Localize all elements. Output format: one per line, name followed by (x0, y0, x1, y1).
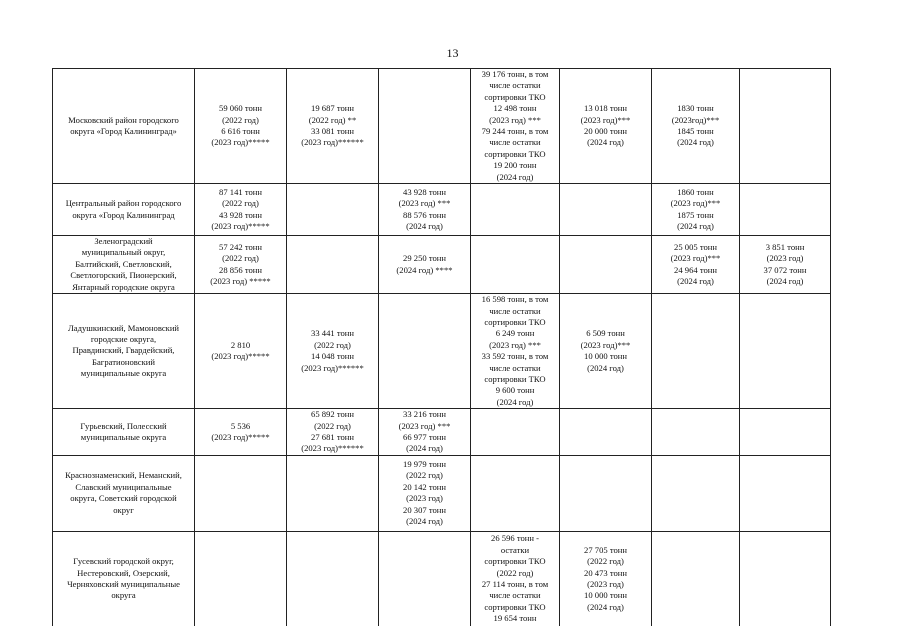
value-cell (195, 294, 287, 409)
region-line: Славский муниципальные (75, 481, 172, 492)
value-line: (2024 год) (406, 516, 443, 527)
value-line: сортировки ТКО (484, 148, 546, 159)
region-cell (53, 455, 195, 531)
value-line: (2024 год) (587, 137, 624, 148)
value-cell (195, 184, 287, 236)
value-line: (2022 год) (222, 198, 259, 209)
value-line: 20 473 тонн (584, 567, 627, 578)
value-line: (2023год)*** (671, 114, 720, 125)
value-line: 12 498 тонн (493, 103, 537, 114)
value-line: (2023 год)***** (211, 351, 270, 362)
value-line: 43 928 тонн (219, 209, 262, 220)
value-line: 1875 тонн (677, 209, 714, 220)
table-row (53, 455, 831, 531)
value-cell (287, 184, 379, 236)
value-cell (379, 236, 471, 294)
value-line: 14 048 тонн (311, 351, 354, 362)
value-line: 37 072 тонн (763, 264, 807, 275)
value-line: числе остатки (489, 305, 541, 316)
table-row (53, 236, 831, 294)
value-cell (471, 236, 560, 294)
value-line: 19 654 тонн (493, 613, 537, 624)
value-line: (2022 год) (496, 567, 534, 578)
value-cell (652, 294, 740, 409)
value-line: 28 856 тонн (219, 264, 262, 275)
value-line: (2024 год) (677, 275, 714, 286)
value-line: (2022 год) (222, 114, 259, 125)
value-cell (560, 531, 652, 626)
value-cell (379, 294, 471, 409)
value-line: 39 176 тонн, в том (481, 69, 549, 79)
value-line: 1830 тонн (677, 103, 714, 114)
region-line: муниципальные округа (80, 431, 167, 442)
value-cell (560, 69, 652, 184)
value-line: (2024 год) (587, 601, 624, 612)
value-line: 1860 тонн (677, 186, 714, 197)
value-line: (2024 год) (496, 396, 534, 407)
value-line: (2023 год)*** (580, 339, 631, 350)
value-cell (379, 455, 471, 531)
value-line: (2024 год) (406, 220, 443, 231)
value-cell (379, 69, 471, 184)
value-line: 6 509 тонн (586, 328, 625, 339)
region-line: Зеленоградский (94, 236, 153, 247)
value-line: (2024 год) (677, 137, 714, 148)
value-line: (2022 год) (222, 253, 259, 264)
region-line: Черняховский муниципальные (67, 579, 180, 590)
value-line: 79 244 тонн, в том (481, 126, 549, 137)
value-line: (2023 год)****** (301, 362, 364, 373)
value-line: 87 141 тонн (219, 186, 262, 197)
value-cell (287, 236, 379, 294)
value-cell (652, 236, 740, 294)
value-line: 10 000 тонн (584, 590, 627, 601)
value-line: (2023 год) (406, 493, 443, 504)
value-line: 19 979 тонн (403, 459, 446, 470)
value-line: 19 200 тонн (493, 160, 537, 171)
value-line: 24 964 тонн (674, 264, 717, 275)
value-line: 19 687 тонн (311, 103, 354, 114)
region-line: Балтийский, Светловский, (75, 258, 172, 269)
value-line: числе остатки (489, 80, 541, 91)
region-line: Гурьевский, Полесский (80, 420, 167, 431)
table-row (53, 531, 831, 626)
value-cell (195, 531, 287, 626)
value-cell (560, 294, 652, 409)
value-cell (379, 409, 471, 456)
region-line: округа (111, 590, 136, 601)
value-cell (560, 409, 652, 456)
value-line: 20 307 тонн (403, 504, 446, 515)
value-line: (2023 год)***** (211, 220, 270, 231)
value-line: 27 681 тонн (311, 431, 354, 442)
region-line: Янтарный городские округа (72, 281, 175, 292)
value-cell (379, 184, 471, 236)
value-line: числе остатки (489, 362, 541, 373)
value-cell (379, 531, 471, 626)
value-line: (2023 год) ***** (210, 275, 271, 286)
region-cell (53, 184, 195, 236)
value-line: 1845 тонн (677, 126, 714, 137)
value-line: 27 114 тонн, в том (481, 579, 549, 590)
value-line: 29 250 тонн (403, 253, 446, 264)
value-line: 3 851 тонн (765, 241, 805, 252)
value-cell (287, 294, 379, 409)
value-cell (471, 455, 560, 531)
value-line: 59 060 тонн (219, 103, 262, 114)
value-line: 88 576 тонн (403, 209, 446, 220)
value-cell (195, 69, 287, 184)
value-line: (2023 год)*** (670, 198, 721, 209)
value-line: 16 598 тонн, в том (481, 294, 549, 305)
region-line: Светлогорский, Пионерский, (70, 270, 177, 281)
value-line: (2023 год)****** (301, 443, 364, 454)
value-cell (195, 455, 287, 531)
value-line: (2023 год) *** (398, 198, 451, 209)
region-line: Багратионовский (92, 356, 155, 367)
waste-volumes-table (52, 68, 831, 626)
value-cell (287, 409, 379, 456)
value-line: (2022 год) (587, 556, 624, 567)
table-row (53, 69, 831, 184)
value-line: 43 928 тонн (403, 186, 446, 197)
region-line: Ладушкинский, Мамоновский (67, 322, 180, 333)
value-cell (471, 409, 560, 456)
region-cell (53, 236, 195, 294)
value-cell (471, 531, 560, 626)
value-line: 2 810 (230, 339, 251, 350)
region-cell (53, 531, 195, 626)
value-cell (471, 69, 560, 184)
value-line: (2023 год) *** (489, 114, 541, 125)
region-line: округа, Советский городской (70, 493, 177, 504)
value-line: (2024 год) (406, 443, 443, 454)
region-line: округа «Город Калининград» (70, 126, 177, 137)
value-line: (2023 год) *** (398, 420, 451, 431)
value-line: 13 018 тонн (584, 103, 627, 114)
value-cell (652, 409, 740, 456)
value-line: (2024 год) (766, 275, 804, 286)
value-line: (2024 год) (677, 220, 714, 231)
value-cell (652, 531, 740, 626)
value-line: 25 005 тонн (674, 241, 717, 252)
value-cell (471, 184, 560, 236)
value-line: (2023 год)***** (211, 431, 270, 442)
value-line: сортировки ТКО (484, 601, 546, 612)
region-line: Центральный район городского (65, 198, 182, 209)
value-cell (287, 531, 379, 626)
value-line: 33 441 тонн (311, 328, 354, 339)
value-cell (195, 236, 287, 294)
value-line: 9 600 тонн (495, 385, 535, 396)
value-line: (2023 год)*** (670, 253, 721, 264)
value-cell (471, 294, 560, 409)
value-line: 20 000 тонн (584, 126, 627, 137)
value-line: 10 000 тонн (584, 351, 627, 362)
value-line: (2023 год) (766, 253, 804, 264)
value-line: (2023 год) *** (489, 339, 541, 350)
value-cell (652, 184, 740, 236)
value-line: 66 977 тонн (403, 431, 446, 442)
region-line: Нестеровский, Озерский, (77, 567, 170, 578)
value-line: 6 616 тонн (221, 126, 260, 137)
value-line: (2024 год) (496, 171, 534, 182)
value-line: числе остатки (489, 590, 541, 601)
page-number: 13 (446, 46, 459, 60)
value-cell (740, 531, 831, 626)
table-row (53, 184, 831, 236)
region-line: округ (113, 504, 134, 515)
value-cell (195, 409, 287, 456)
value-line: сортировки ТКО (484, 91, 546, 102)
value-cell (740, 294, 831, 409)
value-cell (740, 184, 831, 236)
value-cell (740, 409, 831, 456)
value-cell (740, 236, 831, 294)
value-line: сортировки ТКО (484, 373, 546, 384)
value-line: 6 249 тонн (495, 328, 535, 339)
value-line: (2023 год)***** (211, 137, 270, 148)
value-line: 33 081 тонн (311, 126, 354, 137)
region-line: муниципальный округ, (81, 247, 166, 258)
value-line: (2022 год) (314, 339, 351, 350)
value-line: числе остатки (489, 137, 541, 148)
value-line: 5 536 (230, 420, 251, 431)
value-cell (560, 236, 652, 294)
value-line: 27 705 тонн (584, 544, 627, 555)
table-row (53, 409, 831, 456)
region-cell (53, 294, 195, 409)
region-line: Гусевский городской округ, (73, 556, 174, 567)
region-line: Краснознаменский, Неманский, (65, 470, 182, 481)
value-cell (652, 455, 740, 531)
value-line: (2024 год) **** (396, 264, 453, 275)
value-cell (740, 455, 831, 531)
value-cell (287, 455, 379, 531)
region-line: муниципальные округа (80, 368, 167, 379)
region-line: Московский район городского (68, 114, 179, 125)
region-line: округа «Город Калининград (72, 209, 175, 220)
value-line: 33 216 тонн (403, 409, 446, 420)
value-cell (560, 455, 652, 531)
value-line: (2022 год) (314, 420, 351, 431)
value-line: остатки (500, 544, 530, 555)
value-line: (2022 год) (406, 470, 443, 481)
value-cell (560, 184, 652, 236)
region-cell (53, 409, 195, 456)
region-cell (53, 69, 195, 184)
value-line: (2022 год) ** (308, 114, 357, 125)
value-line: 33 592 тонн, в том (481, 351, 549, 362)
value-line: (2023 год)*** (580, 114, 631, 125)
value-line: сортировки ТКО (484, 316, 546, 327)
value-line: (2024 год) (587, 362, 624, 373)
value-line: 20 142 тонн (403, 481, 446, 492)
value-line: 65 892 тонн (311, 409, 354, 420)
region-line: городские округа, (90, 334, 157, 345)
value-cell (287, 69, 379, 184)
value-line: 26 596 тонн - (491, 533, 539, 544)
table-row (53, 294, 831, 409)
region-line: Правдинский, Гвардейский, (72, 345, 175, 356)
value-cell (652, 69, 740, 184)
value-cell (740, 69, 831, 184)
value-line: (2023 год) (587, 579, 624, 590)
value-line: сортировки ТКО (484, 556, 546, 567)
value-line: 57 242 тонн (219, 241, 262, 252)
value-line: (2023 год)****** (301, 137, 364, 148)
